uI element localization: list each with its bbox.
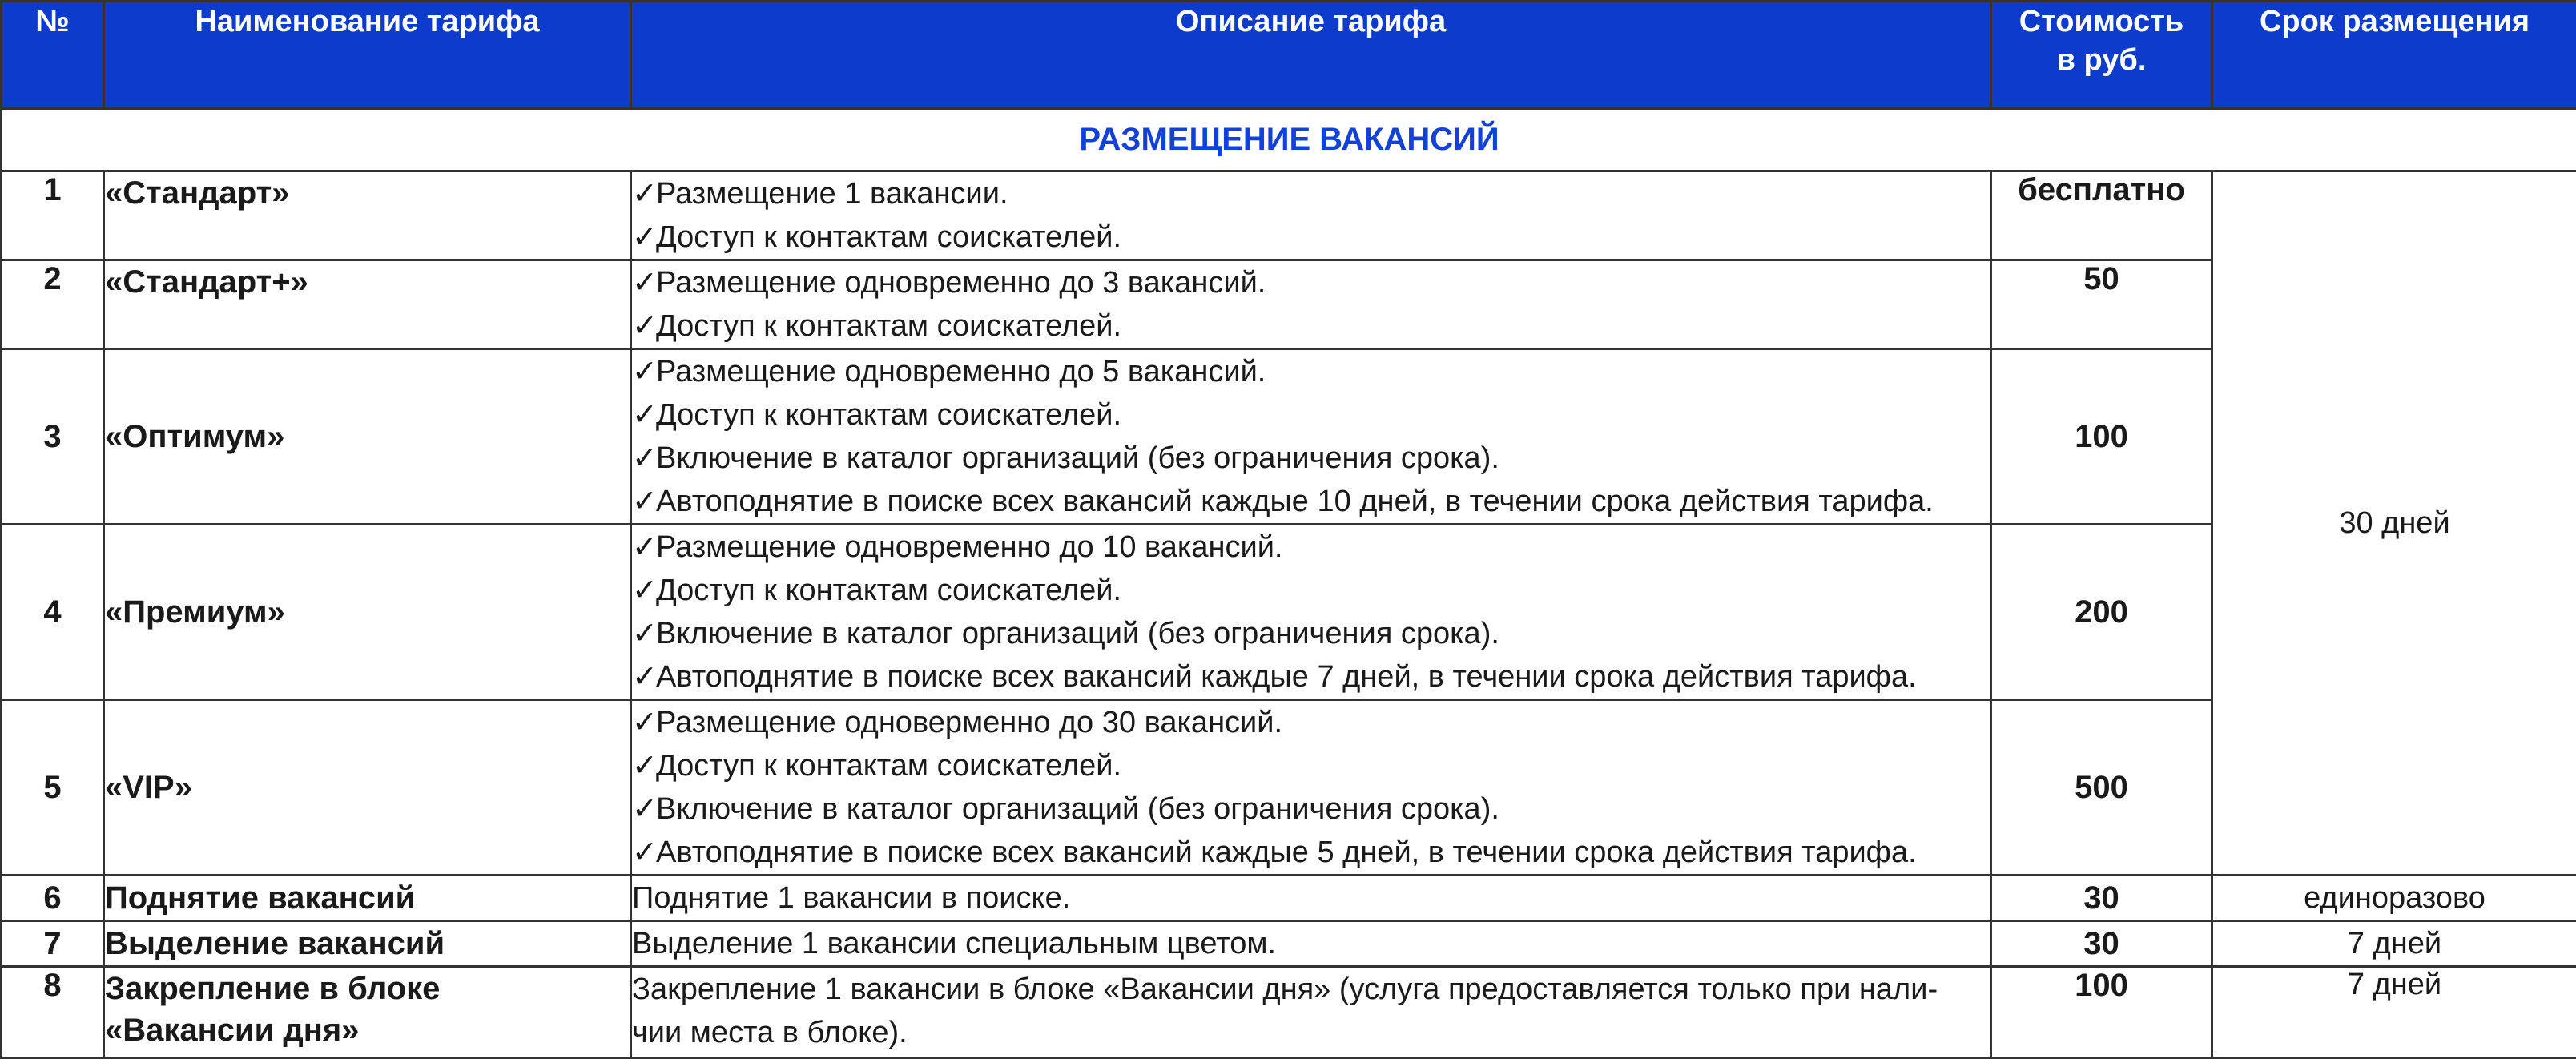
service-term: 7 дней — [2212, 967, 2576, 1058]
desc-line — [632, 261, 1990, 304]
row-num: 2 — [2, 260, 104, 349]
desc-line — [632, 701, 1990, 744]
tariff-price: 200 — [1991, 525, 2212, 700]
header-term: Срок размещения — [2212, 2, 2576, 109]
check-icon: ✓ — [632, 655, 656, 699]
desc-line — [632, 525, 1990, 569]
desc-line-text: Размещение одновременно до 3 вакансий. — [656, 266, 1266, 300]
desc-line-text: Автоподнятие в поиске всех вакансий каждые 10 дней, в течении срока действия тарифа. — [656, 485, 1934, 518]
desc-line — [632, 569, 1990, 612]
tariff-price: 50 — [1991, 260, 2212, 349]
service-desc: Выделение 1 вакансии специальным цветом. — [631, 921, 1991, 967]
tariff-desc — [631, 700, 1991, 876]
check-icon: ✓ — [632, 569, 656, 612]
desc-line — [632, 744, 1990, 787]
service-term: единоразово — [2212, 876, 2576, 921]
check-icon: ✓ — [632, 437, 656, 480]
tariff-name: «Премиум» — [104, 525, 631, 700]
tariff-term: 30 дней — [2212, 171, 2576, 876]
row-num: 6 — [2, 876, 104, 921]
desc-line — [632, 655, 1990, 699]
check-icon: ✓ — [632, 744, 656, 787]
service-price: 30 — [1991, 921, 2212, 967]
tariff-price: 100 — [1991, 349, 2212, 525]
tariff-name: «Стандарт+» — [104, 260, 631, 349]
row-num: 3 — [2, 349, 104, 525]
check-icon: ✓ — [632, 612, 656, 655]
service-desc — [631, 967, 1991, 1058]
desc-line — [632, 437, 1990, 480]
check-icon: ✓ — [632, 172, 656, 215]
header-price — [1991, 2, 2212, 109]
tariff-desc — [631, 171, 1991, 260]
check-icon: ✓ — [632, 350, 656, 393]
desc-line-text: Доступ к контактам соискателей. — [656, 220, 1121, 254]
check-icon: ✓ — [632, 701, 656, 744]
check-icon: ✓ — [632, 831, 656, 874]
tariff-desc — [631, 525, 1991, 700]
service-name-line: «Вакансии дня» — [105, 1009, 630, 1051]
desc-line — [632, 831, 1990, 874]
desc-line-text: Размещение 1 вакансии. — [656, 177, 1008, 211]
service-price: 100 — [1991, 967, 2212, 1058]
check-icon: ✓ — [632, 480, 656, 523]
table-row — [2, 921, 2576, 967]
tariff-price: 500 — [1991, 700, 2212, 876]
table-row — [2, 700, 2576, 876]
section-row — [2, 109, 2576, 171]
header-name: Наименование тарифа — [104, 2, 631, 109]
tariff-name: «Стандарт» — [104, 171, 631, 260]
desc-line-text: Доступ к контактам соискателей. — [656, 398, 1121, 432]
service-name: Поднятие вакансий — [104, 876, 631, 921]
desc-line — [632, 787, 1990, 831]
desc-line — [632, 350, 1990, 393]
desc-line-text: Размещение одновременно до 10 вакансий. — [656, 530, 1283, 564]
tariff-price: бесплатно — [1991, 171, 2212, 260]
desc-line — [632, 172, 1990, 215]
desc-line — [632, 393, 1990, 437]
check-icon: ✓ — [632, 261, 656, 304]
desc-line — [632, 480, 1990, 523]
service-price: 30 — [1991, 876, 2212, 921]
check-icon: ✓ — [632, 787, 656, 831]
tariff-desc — [631, 260, 1991, 349]
row-num: 7 — [2, 921, 104, 967]
table-row — [2, 171, 2576, 260]
check-icon: ✓ — [632, 304, 656, 348]
service-name-line: Закрепление в блоке — [105, 968, 630, 1009]
desc-line-text: Включение в каталог организаций (без ограничения срока). — [656, 617, 1499, 650]
table-row — [2, 260, 2576, 349]
desc-line-text: Доступ к контактам соискателей. — [656, 749, 1121, 783]
desc-line-text: Доступ к контактам соискателей. — [656, 574, 1121, 607]
tariff-name: «Оптимум» — [104, 349, 631, 525]
table-row — [2, 525, 2576, 700]
table-row — [2, 349, 2576, 525]
tariff-desc — [631, 349, 1991, 525]
header-row — [2, 2, 2576, 109]
check-icon: ✓ — [632, 215, 656, 259]
desc-line-text: Включение в каталог организаций (без ограничения срока). — [656, 792, 1499, 826]
desc-line — [632, 304, 1990, 348]
service-desc: Поднятие 1 вакансии в поиске. — [631, 876, 1991, 921]
desc-line-text: Размещение одноверменно до 30 вакансий. — [656, 706, 1282, 739]
table-row — [2, 876, 2576, 921]
desc-line-text: Размещение одновременно до 5 вакансий. — [656, 355, 1266, 389]
row-num: 8 — [2, 967, 104, 1058]
header-num: № — [2, 2, 104, 109]
header-price-line2: в руб. — [1992, 41, 2211, 79]
header-price-line1: Стоимость — [1992, 2, 2211, 41]
desc-line-text: Доступ к контактам соискателей. — [656, 309, 1121, 343]
service-term: 7 дней — [2212, 921, 2576, 967]
table-row — [2, 967, 2576, 1058]
check-icon: ✓ — [632, 393, 656, 437]
header-desc: Описание тарифа — [631, 2, 1991, 109]
desc-line-text: Включение в каталог организаций (без ограничения срока). — [656, 441, 1499, 475]
check-icon: ✓ — [632, 525, 656, 569]
desc-line-text: Автоподнятие в поиске всех вакансий каждые 7 дней, в течении срока действия тарифа. — [656, 660, 1917, 694]
desc-line — [632, 612, 1990, 655]
tariff-name: «VIP» — [104, 700, 631, 876]
desc-line — [632, 215, 1990, 259]
row-num: 1 — [2, 171, 104, 260]
row-num: 5 — [2, 700, 104, 876]
service-name: Выделение вакансий — [104, 921, 631, 967]
section-title: РАЗМЕЩЕНИЕ ВАКАНСИЙ — [2, 109, 2576, 171]
desc-line-text: Автоподнятие в поиске всех вакансий каждые 5 дней, в течении срока действия тарифа. — [656, 836, 1917, 869]
row-num: 4 — [2, 525, 104, 700]
service-name — [104, 967, 631, 1058]
service-desc-line: Закрепление 1 вакансии в блоке «Вакансии дня» (услуга предоставляется только при нали- — [632, 968, 1990, 1011]
service-desc-line: чии места в блоке). — [632, 1011, 1990, 1054]
